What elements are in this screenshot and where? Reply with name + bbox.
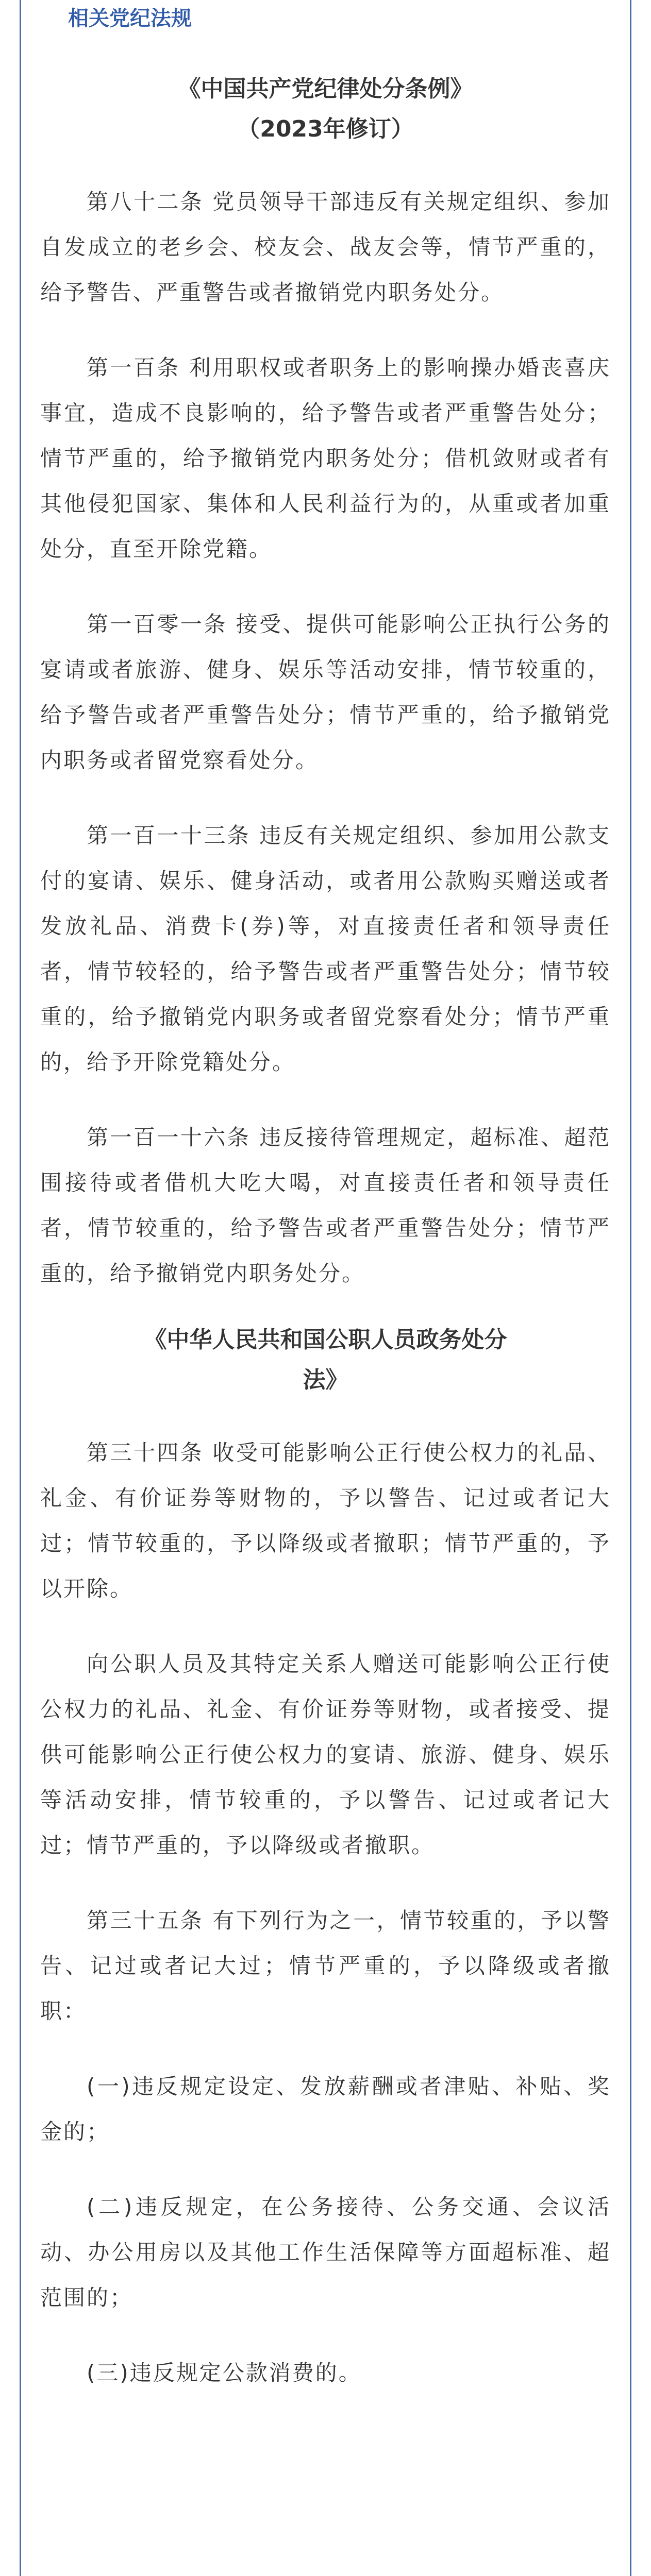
- law1-article-101: 第一百零一条 接受、提供可能影响公正执行公务的宴请或者旅游、健身、娱乐等活动安排，情节较重的，给予警告或者严重警告处分；情节严重的，给予撤销党内职务或者留党察看处分。: [40, 612, 611, 773]
- law1-article-113: 第一百一十三条 违反有关规定组织、参加用公款支付的宴请、娱乐、健身活动，或者用公款购买赠送或者发放礼品、消费卡(券)等，对直接责任者和领导责任者，情节较轻的，给予警告或者严重警告处分；情节较重的，给予撤销党内职务或者留党察看处分；情节严重的，给予开除党籍处分。: [40, 823, 611, 1075]
- law1-article-100: 第一百条 利用职权或者职务上的影响操办婚丧喜庆事宜，造成不良影响的，给予警告或者严重警告处分；情节严重的，给予撤销党内职务处分；借机敛财或者有其他侵犯国家、集体和人民利益行为的，从重或者加重处分，直至开除党籍。: [40, 355, 611, 562]
- law1-article-116: 第一百一十六条 违反接待管理规定，超标准、超范围接待或者借机大吃大喝，对直接责任者和领导责任者，情节较重的，给予警告或者严重警告处分；情节严重的，给予撤销党内职务处分。: [40, 1125, 611, 1286]
- article-content: [40, 0, 611, 2396]
- law2-article-35-item2: (二)违反规定，在公务接待、公务交通、会议活动、办公用房以及其他工作生活保障等方面超标准、超范围的；: [40, 2194, 611, 2310]
- law2-article-35-item3: (三)违反规定公款消费的。: [87, 2360, 362, 2385]
- law2-title-line1: 《中华人民共和国公职人员政务处分: [144, 1327, 507, 1353]
- law1-title: 《中国共产党纪律处分条例》: [178, 76, 473, 102]
- law2-article-35-item1: (一)违反规定设定、发放薪酬或者津贴、补贴、奖金的；: [40, 2074, 611, 2144]
- law2-article-34: 第三十四条 收受可能影响公正行使公权力的礼品、礼金、有价证券等财物的，予以警告、记过或者记大过；情节较重的，予以降级或者撤职；情节严重的，予以开除。: [40, 1440, 611, 1601]
- section-title: 相关党纪法规: [68, 7, 192, 30]
- law2-title-line2: 法》: [303, 1367, 348, 1393]
- law1-subtitle: （2023年修订）: [237, 116, 414, 142]
- law2-article-35: 第三十五条 有下列行为之一，情节较重的，予以警告、记过或者记大过；情节严重的，予以降级或者撤职：: [40, 1908, 611, 2024]
- law1-article-82: 第八十二条 党员领导干部违反有关规定组织、参加自发成立的老乡会、校友会、战友会等，情节严重的，给予警告、严重警告或者撤销党内职务处分。: [40, 189, 611, 305]
- law2-article-34-para2: 向公职人员及其特定关系人赠送可能影响公正行使公权力的礼品、礼金、有价证券等财物，或者接受、提供可能影响公正行使公权力的宴请、旅游、健身、娱乐等活动安排，情节较重的，予以警告、记过或者记大过；情节严重的，予以降级或者撤职。: [40, 1651, 611, 1858]
